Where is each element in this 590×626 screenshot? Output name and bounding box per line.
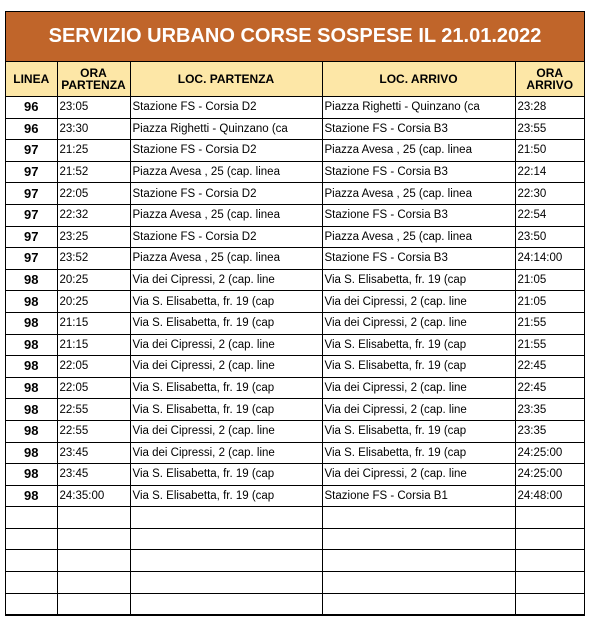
- cell-loc-partenza: Via S. Elisabetta, fr. 19 (cap: [130, 377, 322, 399]
- cell-linea: 97: [6, 204, 57, 226]
- cell-ora-partenza: 23:05: [57, 97, 130, 119]
- table-row: [6, 161, 584, 183]
- cell-linea: 98: [6, 334, 57, 356]
- cell-loc-partenza: Via S. Elisabetta, fr. 19 (cap: [130, 399, 322, 421]
- table-row: [6, 485, 584, 507]
- cell-loc-arrivo: Stazione FS - Corsia B1: [322, 485, 515, 507]
- page-title: SERVIZIO URBANO CORSE SOSPESE IL 21.01.2022: [6, 12, 584, 62]
- header-loc-partenza: LOC. PARTENZA: [130, 62, 322, 97]
- cell-ora-partenza: 22:05: [57, 356, 130, 378]
- cell-loc-partenza: Piazza Avesa , 25 (cap. linea: [130, 161, 322, 183]
- cell-ora-partenza: 22:55: [57, 420, 130, 442]
- cell-linea: 98: [6, 485, 57, 507]
- cell-loc-partenza: Via dei Cipressi, 2 (cap. line: [130, 442, 322, 464]
- cell-linea: 98: [6, 420, 57, 442]
- cell-loc-arrivo: [322, 550, 515, 572]
- cell-ora-partenza: 23:30: [57, 118, 130, 140]
- cell-loc-arrivo: Via S. Elisabetta, fr. 19 (cap: [322, 442, 515, 464]
- cell-loc-arrivo: Piazza Avesa , 25 (cap. linea: [322, 140, 515, 162]
- cell-linea: [6, 550, 57, 572]
- cell-loc-partenza: Piazza Avesa , 25 (cap. linea: [130, 248, 322, 270]
- cell-loc-arrivo: [322, 572, 515, 594]
- cell-ora-partenza: 20:25: [57, 291, 130, 313]
- table-row: [6, 97, 584, 119]
- cell-ora-partenza: 22:05: [57, 377, 130, 399]
- cell-loc-arrivo: Stazione FS - Corsia B3: [322, 118, 515, 140]
- cell-ora-partenza: [57, 528, 130, 550]
- cell-loc-arrivo: Stazione FS - Corsia B3: [322, 204, 515, 226]
- cell-ora-arrivo: 21:05: [515, 291, 584, 313]
- cell-ora-partenza: 24:35:00: [57, 485, 130, 507]
- cell-ora-arrivo: 22:45: [515, 377, 584, 399]
- table-row: [6, 572, 584, 594]
- schedule-table: [6, 62, 584, 615]
- cell-loc-partenza: Via dei Cipressi, 2 (cap. line: [130, 356, 322, 378]
- cell-loc-arrivo: [322, 528, 515, 550]
- cell-loc-arrivo: Via dei Cipressi, 2 (cap. line: [322, 291, 515, 313]
- cell-ora-arrivo: [515, 550, 584, 572]
- header-linea: LINEA: [6, 62, 57, 97]
- cell-loc-arrivo: [322, 593, 515, 615]
- cell-linea: [6, 572, 57, 594]
- header-ora-partenza: ORA PARTENZA: [57, 62, 130, 97]
- cell-ora-partenza: [57, 593, 130, 615]
- cell-loc-partenza: [130, 572, 322, 594]
- cell-ora-arrivo: 22:54: [515, 204, 584, 226]
- table-row: [6, 399, 584, 421]
- cell-loc-partenza: [130, 550, 322, 572]
- cell-loc-partenza: Via S. Elisabetta, fr. 19 (cap: [130, 485, 322, 507]
- cell-ora-partenza: 23:52: [57, 248, 130, 270]
- table-row: [6, 356, 584, 378]
- cell-ora-arrivo: 24:14:00: [515, 248, 584, 270]
- cell-linea: 98: [6, 312, 57, 334]
- cell-linea: [6, 507, 57, 529]
- cell-loc-arrivo: Via S. Elisabetta, fr. 19 (cap: [322, 420, 515, 442]
- cell-loc-arrivo: Stazione FS - Corsia B3: [322, 161, 515, 183]
- table-row: [6, 442, 584, 464]
- cell-loc-partenza: Via dei Cipressi, 2 (cap. line: [130, 334, 322, 356]
- cell-ora-arrivo: 21:55: [515, 334, 584, 356]
- cell-linea: [6, 593, 57, 615]
- cell-ora-arrivo: 23:35: [515, 399, 584, 421]
- cell-ora-arrivo: 23:50: [515, 226, 584, 248]
- cell-loc-partenza: Via S. Elisabetta, fr. 19 (cap: [130, 291, 322, 313]
- cell-loc-partenza: Via S. Elisabetta, fr. 19 (cap: [130, 464, 322, 486]
- cell-loc-partenza: Piazza Righetti - Quinzano (ca: [130, 118, 322, 140]
- table-row: [6, 118, 584, 140]
- cell-loc-arrivo: Piazza Avesa , 25 (cap. linea: [322, 226, 515, 248]
- cell-ora-arrivo: 24:25:00: [515, 464, 584, 486]
- cell-loc-partenza: Via S. Elisabetta, fr. 19 (cap: [130, 312, 322, 334]
- cell-ora-partenza: 21:52: [57, 161, 130, 183]
- cell-loc-partenza: Piazza Avesa , 25 (cap. linea: [130, 204, 322, 226]
- cell-ora-arrivo: [515, 572, 584, 594]
- table-row: [6, 291, 584, 313]
- cell-ora-partenza: 21:15: [57, 334, 130, 356]
- cell-loc-partenza: Stazione FS - Corsia D2: [130, 140, 322, 162]
- cell-loc-partenza: [130, 507, 322, 529]
- cell-linea: 98: [6, 291, 57, 313]
- cell-ora-partenza: [57, 550, 130, 572]
- cell-ora-partenza: [57, 507, 130, 529]
- cell-ora-partenza: [57, 572, 130, 594]
- cell-linea: 98: [6, 399, 57, 421]
- table-row: [6, 334, 584, 356]
- cell-loc-arrivo: Stazione FS - Corsia B3: [322, 248, 515, 270]
- cell-loc-arrivo: Via dei Cipressi, 2 (cap. line: [322, 312, 515, 334]
- schedule-sheet: [5, 11, 585, 616]
- cell-ora-arrivo: 24:25:00: [515, 442, 584, 464]
- cell-ora-arrivo: [515, 593, 584, 615]
- table-header-row: [6, 62, 584, 97]
- cell-ora-partenza: 20:25: [57, 269, 130, 291]
- cell-loc-arrivo: [322, 507, 515, 529]
- cell-ora-arrivo: [515, 507, 584, 529]
- cell-loc-arrivo: Piazza Righetti - Quinzano (ca: [322, 97, 515, 119]
- cell-ora-partenza: 22:05: [57, 183, 130, 205]
- cell-loc-arrivo: Via dei Cipressi, 2 (cap. line: [322, 399, 515, 421]
- table-row: [6, 593, 584, 615]
- cell-ora-arrivo: 21:55: [515, 312, 584, 334]
- cell-linea: 98: [6, 356, 57, 378]
- table-row: [6, 312, 584, 334]
- header-loc-arrivo: LOC. ARRIVO: [322, 62, 515, 97]
- cell-ora-partenza: 23:45: [57, 442, 130, 464]
- cell-linea: 98: [6, 464, 57, 486]
- table-row: [6, 226, 584, 248]
- cell-ora-arrivo: [515, 528, 584, 550]
- table-row: [6, 248, 584, 270]
- cell-loc-partenza: [130, 593, 322, 615]
- cell-linea: 97: [6, 226, 57, 248]
- table-row: [6, 550, 584, 572]
- cell-linea: 97: [6, 183, 57, 205]
- cell-ora-partenza: 23:45: [57, 464, 130, 486]
- cell-linea: 98: [6, 269, 57, 291]
- cell-linea: 98: [6, 442, 57, 464]
- table-row: [6, 269, 584, 291]
- cell-loc-partenza: Via dei Cipressi, 2 (cap. line: [130, 420, 322, 442]
- cell-linea: 97: [6, 140, 57, 162]
- cell-loc-partenza: Via dei Cipressi, 2 (cap. line: [130, 269, 322, 291]
- cell-ora-arrivo: 22:14: [515, 161, 584, 183]
- table-row: [6, 140, 584, 162]
- header-ora-arrivo: ORA ARRIVO: [515, 62, 584, 97]
- cell-ora-arrivo: 22:45: [515, 356, 584, 378]
- cell-linea: 96: [6, 118, 57, 140]
- cell-linea: 96: [6, 97, 57, 119]
- cell-ora-arrivo: 23:28: [515, 97, 584, 119]
- cell-linea: 97: [6, 161, 57, 183]
- table-row: [6, 377, 584, 399]
- cell-loc-arrivo: Via S. Elisabetta, fr. 19 (cap: [322, 356, 515, 378]
- cell-loc-partenza: [130, 528, 322, 550]
- cell-ora-arrivo: 22:30: [515, 183, 584, 205]
- cell-ora-partenza: 21:15: [57, 312, 130, 334]
- cell-loc-arrivo: Piazza Avesa , 25 (cap. linea: [322, 183, 515, 205]
- table-row: [6, 204, 584, 226]
- cell-linea: [6, 528, 57, 550]
- cell-loc-arrivo: Via S. Elisabetta, fr. 19 (cap: [322, 334, 515, 356]
- table-row: [6, 420, 584, 442]
- cell-loc-partenza: Stazione FS - Corsia D2: [130, 226, 322, 248]
- cell-loc-arrivo: Via S. Elisabetta, fr. 19 (cap: [322, 269, 515, 291]
- cell-ora-partenza: 21:25: [57, 140, 130, 162]
- cell-ora-partenza: 22:55: [57, 399, 130, 421]
- table-row: [6, 528, 584, 550]
- cell-ora-partenza: 23:25: [57, 226, 130, 248]
- table-row: [6, 183, 584, 205]
- table-row: [6, 507, 584, 529]
- cell-loc-partenza: Stazione FS - Corsia D2: [130, 97, 322, 119]
- cell-loc-arrivo: Via dei Cipressi, 2 (cap. line: [322, 464, 515, 486]
- cell-loc-arrivo: Via dei Cipressi, 2 (cap. line: [322, 377, 515, 399]
- cell-linea: 98: [6, 377, 57, 399]
- cell-ora-arrivo: 21:50: [515, 140, 584, 162]
- cell-loc-partenza: Stazione FS - Corsia D2: [130, 183, 322, 205]
- cell-ora-arrivo: 21:05: [515, 269, 584, 291]
- cell-linea: 97: [6, 248, 57, 270]
- cell-ora-arrivo: 23:35: [515, 420, 584, 442]
- table-row: [6, 464, 584, 486]
- cell-ora-partenza: 22:32: [57, 204, 130, 226]
- cell-ora-arrivo: 23:55: [515, 118, 584, 140]
- cell-ora-arrivo: 24:48:00: [515, 485, 584, 507]
